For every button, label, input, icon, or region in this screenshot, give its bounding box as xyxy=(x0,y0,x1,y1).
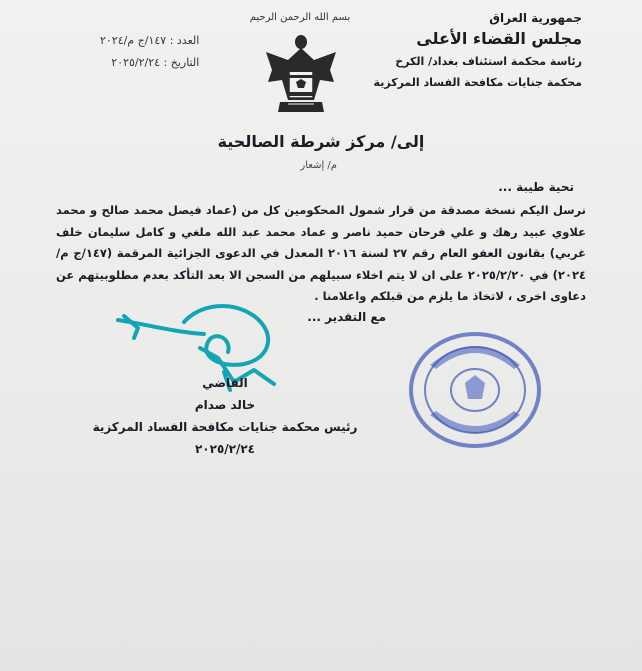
greeting: تحية طيبة ... xyxy=(498,180,574,194)
reference-date: التاريخ : ٢٠٢٥/٢/٢٤ xyxy=(111,56,200,69)
signatory-position: رئيس محكمة جنايات مكافحة الفساد المركزية xyxy=(92,420,358,434)
court-name: محكمة جنايات مكافحة الفساد المركزية xyxy=(373,76,582,89)
country-name: جمهورية العراق xyxy=(489,11,582,25)
iraq-eagle-emblem-icon xyxy=(258,30,344,126)
letter-body: نرسل اليكم نسخة مصدقة من قرار شمول المحكومين كل من (عماد فيصل محمد صالح و محمد علاوي عبيد رهك و علي فرحان حميد ناصر و عماد محمد عبد الله ملغي و كامل سليمان خلف غربي) بقانون العفو العام رقم ٢٧ لسنة ٢٠١٦ المعدل في الدعوى الجزائية المرقمة (١٤٧/ج م/٢٠٢٤) في ٢٠٢٥/٢/٢٠ على ان لا يتم اخلاء سبيلهم من السجن الا بعد التأكد بعدم مطلوبيتهم عن دعاوى اخرى ، لاتخاذ ما يلزم من قبلكم واعلامنا . xyxy=(56,203,586,303)
council-name: مجلس القضاء الأعلى xyxy=(416,29,582,48)
signatory-block xyxy=(60,372,390,460)
official-seal-stamp xyxy=(400,325,550,455)
reference-block xyxy=(100,30,199,74)
subject-line: م/ إشعار xyxy=(300,160,337,171)
letterhead-authority xyxy=(374,10,582,93)
presidency-name: رئاسة محكمة استئناف بغداد/ الكرخ xyxy=(395,55,582,68)
signatory-title: القاضي xyxy=(202,376,248,390)
signatory-date: ٢٠٢٥/٢/٢٤ xyxy=(194,442,256,456)
recipient-line: إلى/ مركز شرطة الصالحية xyxy=(217,132,425,151)
signatory-name: خالد صدام xyxy=(194,398,256,412)
reference-number: العدد : ١٤٧/ج م/٢٠٢٤ xyxy=(100,34,200,47)
closing-line: مع التقدير ... xyxy=(307,310,386,324)
basmala: بسم الله الرحمن الرحيم xyxy=(249,12,351,23)
